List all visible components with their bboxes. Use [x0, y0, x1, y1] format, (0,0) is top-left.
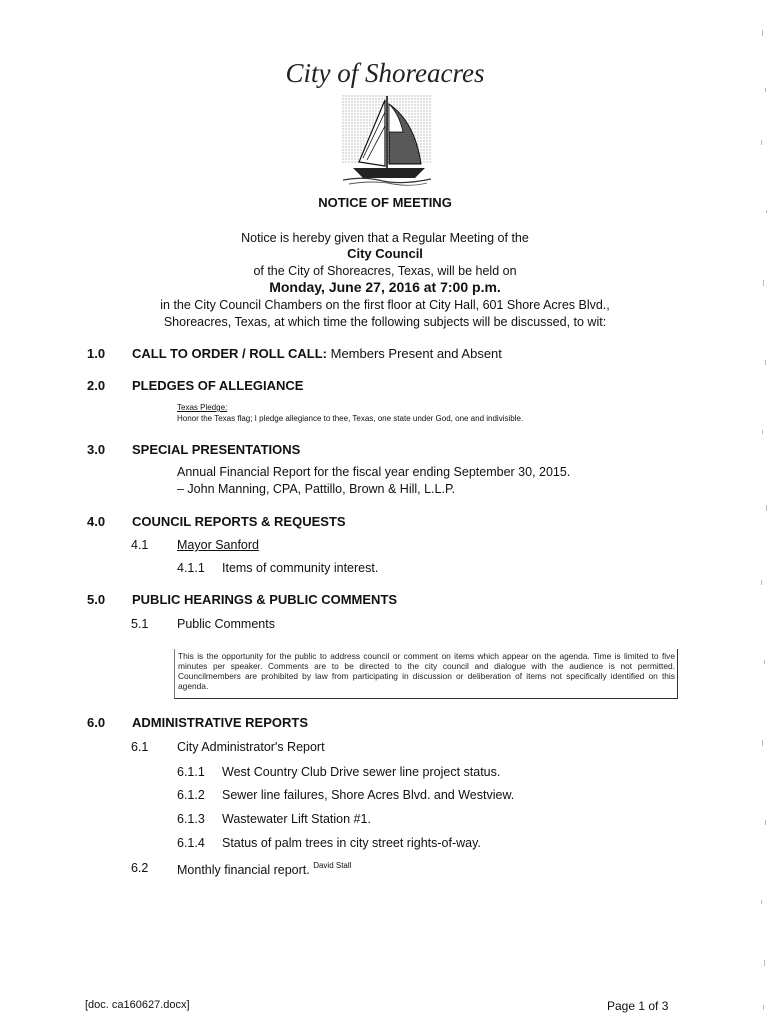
scan-edge-noise [740, 0, 770, 1024]
section-1-text: Members Present and Absent [330, 346, 502, 361]
item-4-1-1-label: Items of community interest. [222, 561, 379, 575]
section-2-heading: PLEDGES OF ALLEGIANCE [132, 378, 304, 393]
item-6-1-4-label: Status of palm trees in city street rights-of-way. [222, 836, 481, 850]
item-6-1-1-number: 6.1.1 [177, 765, 205, 779]
pledge-label: Texas Pledge: [177, 403, 228, 412]
notice-heading: NOTICE OF MEETING [318, 195, 452, 210]
city-title: City of Shoreacres [285, 58, 485, 88]
item-4-1-label: Mayor Sanford [177, 538, 259, 552]
item-6-1-3-number: 6.1.3 [177, 812, 205, 826]
item-6-1-number: 6.1 [131, 740, 149, 754]
section-6-heading: ADMINISTRATIVE REPORTS [132, 715, 308, 730]
section-1-title: CALL TO ORDER / ROLL CALL: [132, 346, 327, 361]
meeting-date: Monday, June 27, 2016 at 7:00 p.m. [269, 279, 501, 295]
page-number: Page 1 of 3 [607, 999, 669, 1013]
item-6-2-label: Monthly financial report. [177, 863, 310, 877]
section-2-number: 2.0 [87, 378, 106, 393]
item-5-1-number: 5.1 [131, 617, 149, 631]
intro-line-1: Notice is hereby given that a Regular Meeting of the [241, 231, 529, 245]
item-6-1-4-number: 6.1.4 [177, 836, 205, 850]
section-5-heading: PUBLIC HEARINGS & PUBLIC COMMENTS [132, 592, 398, 607]
section-1-heading [132, 346, 502, 361]
section-1-number: 1.0 [87, 346, 106, 361]
item-4-1-number: 4.1 [131, 538, 149, 552]
sailboat-icon [333, 92, 439, 186]
intro-line-6: Shoreacres, Texas, at which time the following subjects will be discussed, to wit: [163, 315, 607, 329]
intro-line-5: in the City Council Chambers on the first floor at City Hall, 601 Shore Acres Blvd., [160, 298, 610, 312]
item-5-1-label: Public Comments [177, 617, 275, 631]
presentation-line-1: Annual Financial Report for the fiscal year ending September 30, 2015. [177, 465, 571, 479]
item-6-1-1-label: West Country Club Drive sewer line project status. [222, 765, 501, 779]
pledge-text: Honor the Texas flag; I pledge allegiance to thee, Texas, one state under God, one and indivisible. [177, 414, 524, 423]
item-6-1-2-number: 6.1.2 [177, 788, 205, 802]
item-6-1-3-label: Wastewater Lift Station #1. [222, 812, 371, 826]
public-comment-note: This is the opportunity for the public to address council or comment on items which appear on the agenda. Time is limited to five minutes per speaker. Comments are to be directed to the city council and dialogue with the audience is not permitted. Councilmembers are prohibited by law from participating in discussion or deliberation of items not specifically identified on this agenda. [174, 649, 678, 699]
section-3-heading: SPECIAL PRESENTATIONS [132, 442, 301, 457]
item-4-1-1-number: 4.1.1 [177, 561, 205, 575]
item-6-1-2-label: Sewer line failures, Shore Acres Blvd. and Westview. [222, 788, 515, 802]
section-5-number: 5.0 [87, 592, 106, 607]
document-reference: [doc. ca160627.docx] [85, 999, 190, 1011]
presentation-line-2: – John Manning, CPA, Pattillo, Brown & Hill, L.L.P. [177, 482, 456, 496]
item-6-2-number: 6.2 [131, 861, 149, 875]
intro-body-name: City Council [347, 246, 423, 261]
section-6-number: 6.0 [87, 715, 106, 730]
section-4-number: 4.0 [87, 514, 106, 529]
item-6-2-label-wrap [177, 861, 351, 877]
section-3-number: 3.0 [87, 442, 106, 457]
section-4-heading: COUNCIL REPORTS & REQUESTS [132, 514, 346, 529]
item-6-2-presenter: David Stall [313, 861, 352, 870]
item-6-1-label: City Administrator's Report [177, 740, 325, 754]
intro-line-3: of the City of Shoreacres, Texas, will be held on [253, 264, 517, 278]
